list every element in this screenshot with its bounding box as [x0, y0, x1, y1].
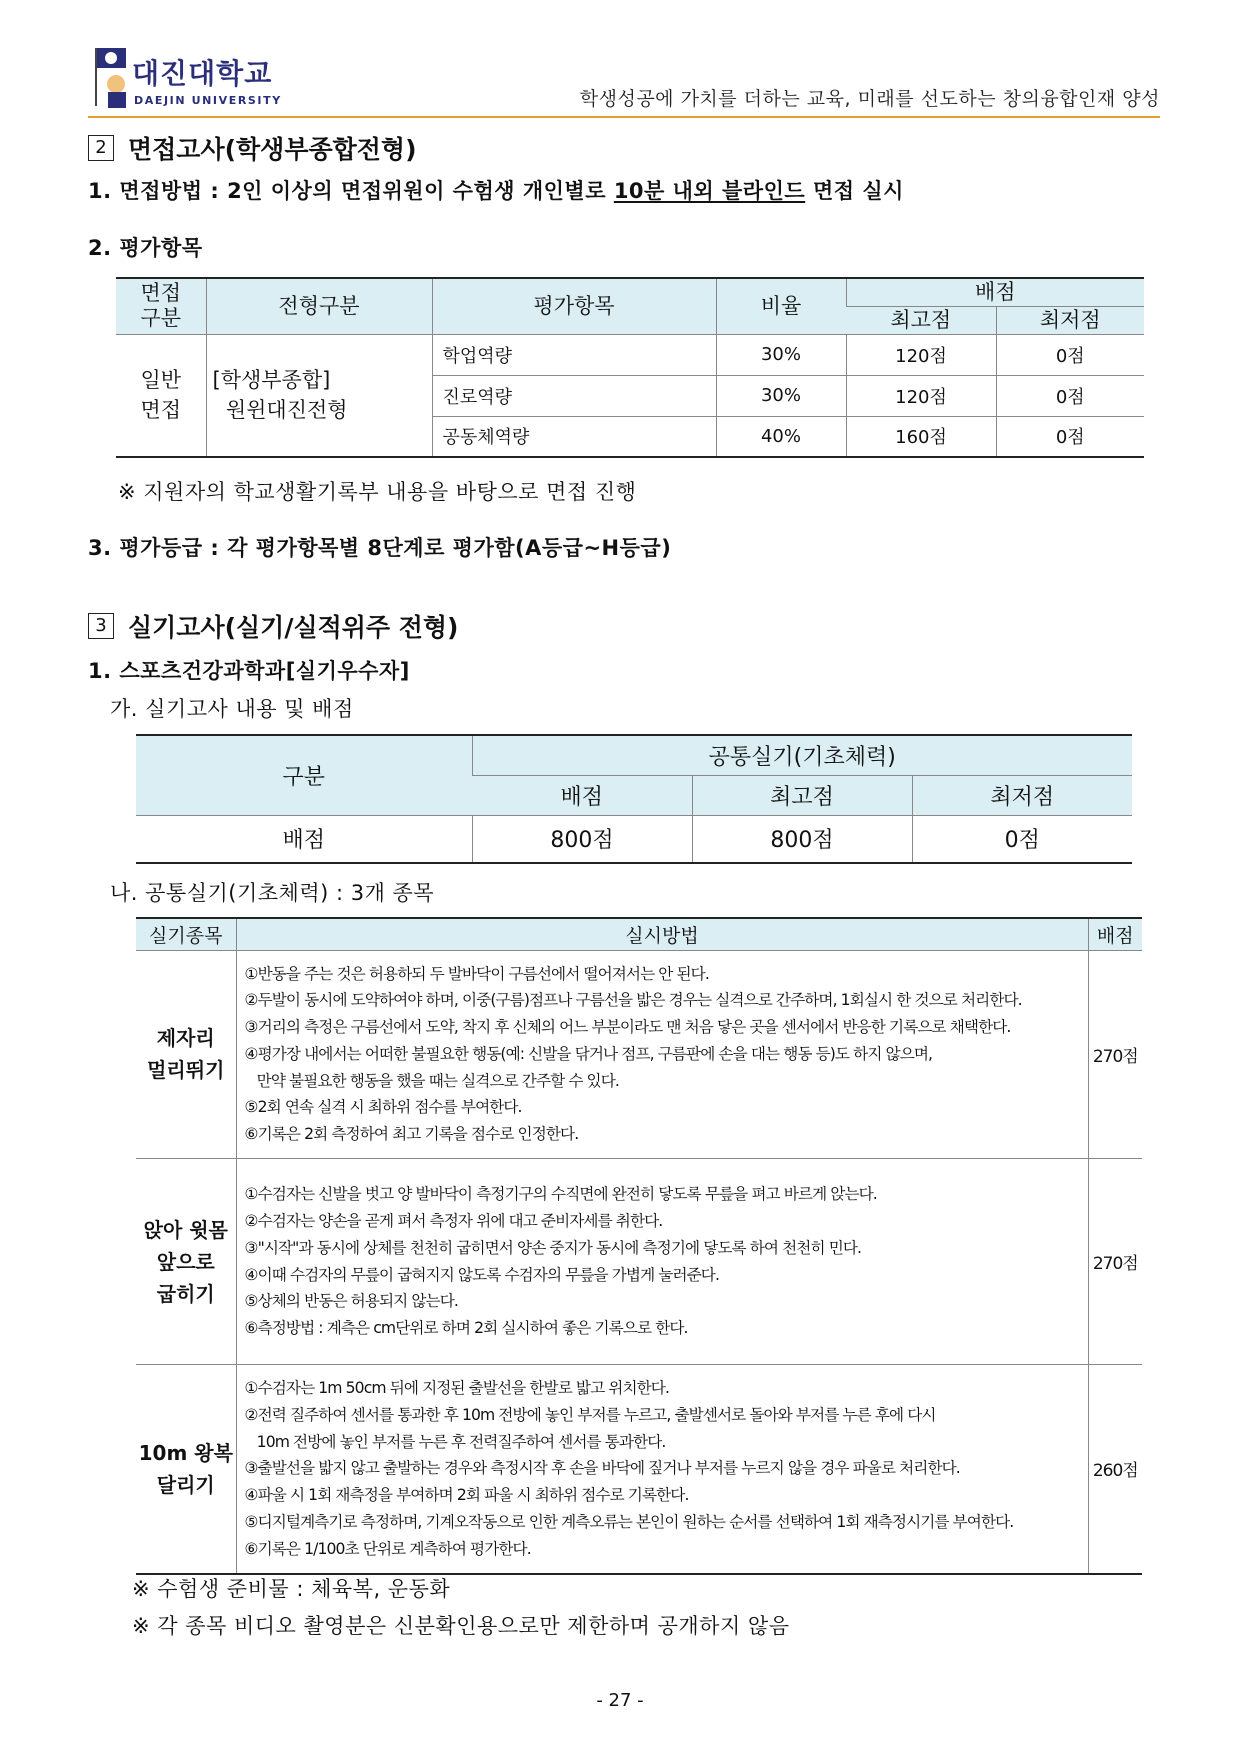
interview-method-line [88, 175, 904, 205]
eval-item-cell: 진로역량 [432, 375, 716, 416]
university-logo [88, 44, 298, 114]
ratio-cell: 30% [716, 334, 846, 375]
event-name-cell: 앉아 윗몸 앞으로 굽히기 [136, 1159, 236, 1365]
min-score-cell: 0점 [996, 416, 1144, 457]
header-division: 구분 [136, 735, 472, 815]
method-line: ⑥기록은 2회 측정하여 최고 기록을 점수로 인정한다. [244, 1125, 579, 1144]
header-common-practical: 공통실기(기초체력) [472, 735, 1132, 775]
ratio-cell: 30% [716, 375, 846, 416]
sports-dept-heading: 1. 스포츠건강과학과[실기우수자] [88, 659, 410, 683]
section-3-heading: 실기고사(실기/실적위주 전형) [128, 613, 459, 642]
min-score-cell: 0점 [912, 815, 1132, 863]
min-score-cell: 0점 [996, 375, 1144, 416]
header-interview-type: 면접 구분 [116, 278, 206, 334]
preparation-note: ※ 수험생 준비물 : 체육복, 운동화 [132, 1577, 451, 1601]
event-methods-cell [236, 1365, 1088, 1574]
row-label-cell: 배점 [282, 828, 325, 854]
video-note: ※ 각 종목 비디오 촬영분은 신분확인용으로만 제한하며 공개하지 않음 [132, 1614, 790, 1638]
method-line: ②수검자는 양손을 곧게 펴서 측정자 위에 대고 준비자세를 취한다. [244, 1211, 663, 1230]
method-line: ⑥기록은 1/100초 단위로 계측하여 평가한다. [244, 1539, 531, 1558]
evaluation-items-heading: 2. 평가항목 [88, 236, 203, 260]
page-number: - 27 - [596, 1690, 644, 1711]
evaluation-grade-line: 3. 평가등급 : 각 평가항목별 8단계로 평가함(A등급~H등급) [88, 536, 672, 560]
header-max: 최고점 [846, 306, 996, 334]
practical-content-heading: 가. 실기고사 내용 및 배점 [110, 697, 354, 721]
method-line: ②두발이 동시에 도약하여야 하며, 이중(구름)점프나 구름선을 밟은 경우는 실격으로 간주하며, 1회실시 한 것으로 처리한다. [244, 991, 1022, 1010]
ratio-cell: 40% [716, 416, 846, 457]
event-methods-cell [236, 950, 1088, 1159]
section-2-heading: 면접고사(학생부종합전형) [128, 135, 417, 164]
eval-item-cell: 공동체역량 [432, 416, 716, 457]
method-line: ③거리의 측정은 구름선에서 도약, 착지 후 신체의 어느 부분이라도 맨 처음 닿은 곳을 센서에서 반응한 기록으로 채택한다. [244, 1018, 1011, 1037]
section-2-title [88, 130, 417, 166]
method-line: ④이때 수검자의 무릎이 굽혀지지 않도록 수검자의 무릎을 가볍게 눌러준다. [244, 1265, 719, 1284]
section-number-box: 2 [88, 135, 114, 161]
interview-evaluation-table [116, 277, 1144, 458]
header-min: 최저점 [996, 306, 1144, 334]
method-line: ④평가장 내에서는 어떠한 불필요한 행동(예: 신발을 닦거나 점프, 구름판에 손을 대는 행동 등)도 하지 않으며, [244, 1044, 933, 1063]
event-name-cell: 제자리 멀리뛰기 [136, 950, 236, 1159]
method-line: ②전력 질주하여 센서를 통과한 후 10m 전방에 놓인 부저를 누르고, 출발센서로 돌아와 부저를 누른 후에 다시 [244, 1405, 936, 1424]
section-number-box: 3 [88, 613, 114, 639]
practical-score-table [136, 734, 1132, 864]
method-line: ⑥측정방법 : 계측은 cm단위로 하며 2회 실시하여 좋은 기록으로 한다. [244, 1319, 688, 1338]
header-event: 실기종목 [136, 918, 236, 950]
method-line: 10m 전방에 놓인 부저를 누른 후 전력질주하여 센서를 통과한다. [244, 1432, 666, 1451]
common-practical-heading: 나. 공통실기(기초체력) : 3개 종목 [110, 881, 435, 905]
method-line: 만약 불필요한 행동을 했을 때는 실격으로 간주할 수 있다. [244, 1071, 619, 1090]
header-ratio: 비율 [716, 278, 846, 334]
track-cell: [학생부종합] 원윈대진전형 [206, 334, 432, 457]
method-line: ④파울 시 1회 재측정을 부여하며 2회 파울 시 최하위 점수로 기록한다. [244, 1486, 689, 1505]
interview-method-text-end: 면접 실시 [805, 179, 904, 203]
interview-method-text: 1. 면접방법 : 2인 이상의 면접위원이 수험생 개인별로 [88, 179, 614, 203]
method-line: ①수검자는 신발을 벗고 양 발바닥이 측정기구의 수직면에 완전히 닿도록 무릎을 펴고 바르게 앉는다. [244, 1185, 877, 1204]
max-score-cell: 800점 [692, 815, 912, 863]
practical-events-table [136, 917, 1142, 1575]
interview-note: ※ 지원자의 학교생활기록부 내용을 바탕으로 면접 진행 [118, 480, 637, 504]
min-score-cell: 0점 [996, 334, 1144, 375]
event-score-cell: 270점 [1088, 950, 1142, 1159]
logo-korean-text: 대진대학교 [132, 57, 273, 90]
header-track: 전형구분 [206, 278, 432, 334]
method-line: ⑤상체의 반동은 허용되지 않는다. [244, 1292, 458, 1311]
section-3-title [88, 608, 459, 644]
max-score-cell: 160점 [846, 416, 996, 457]
method-line: ⑤디지털계측기로 측정하며, 기계오작동으로 인한 계측오류는 본인이 원하는 순서를 선택하여 1회 재측정시기를 부여한다. [244, 1513, 1014, 1532]
method-line: ⑤2회 연속 실격 시 최하위 점수를 부여한다. [244, 1098, 522, 1117]
header-min: 최저점 [912, 775, 1132, 815]
page-header [88, 40, 1160, 118]
mascot-flag-icon [94, 44, 136, 112]
logo-english-text: DAEJIN UNIVERSITY [134, 94, 282, 107]
max-score-cell: 120점 [846, 375, 996, 416]
interview-method-underlined: 10분 내외 블라인드 [613, 179, 806, 203]
header-max: 최고점 [692, 775, 912, 815]
score-cell: 800점 [472, 815, 692, 863]
eval-item-cell: 학업역량 [432, 334, 716, 375]
event-methods-cell [236, 1159, 1088, 1365]
header-method: 실시방법 [236, 918, 1088, 950]
event-name-cell: 10m 왕복 달리기 [138, 1440, 233, 1497]
header-score: 배점 [472, 775, 692, 815]
method-line: ①수검자는 1m 50cm 뒤에 지정된 출발선을 한발로 밟고 위치한다. [244, 1379, 670, 1398]
event-score-cell: 270점 [1088, 1159, 1142, 1365]
header-score: 배점 [846, 278, 1144, 306]
method-line: ③출발선을 밟지 않고 출발하는 경우와 측정시작 후 손을 바닥에 짚거나 부저를 누르지 않을 경우 파울로 처리한다. [244, 1459, 960, 1478]
method-line: ③"시작"과 동시에 상체를 천천히 굽히면서 양손 중지가 동시에 측정기에 닿도록 하여 천천히 민다. [244, 1238, 862, 1257]
event-score-cell: 260점 [1088, 1365, 1142, 1574]
header-score: 배점 [1088, 918, 1142, 950]
header-slogan: 학생성공에 가치를 더하는 교육, 미래를 선도하는 창의융합인재 양성 [579, 88, 1160, 110]
method-line: ①반동을 주는 것은 허용하되 두 발바닥이 구름선에서 떨어져서는 안 된다. [244, 964, 709, 983]
header-eval-item: 평가항목 [432, 278, 716, 334]
interview-type-cell: 일반 면접 [140, 368, 182, 423]
max-score-cell: 120점 [846, 334, 996, 375]
